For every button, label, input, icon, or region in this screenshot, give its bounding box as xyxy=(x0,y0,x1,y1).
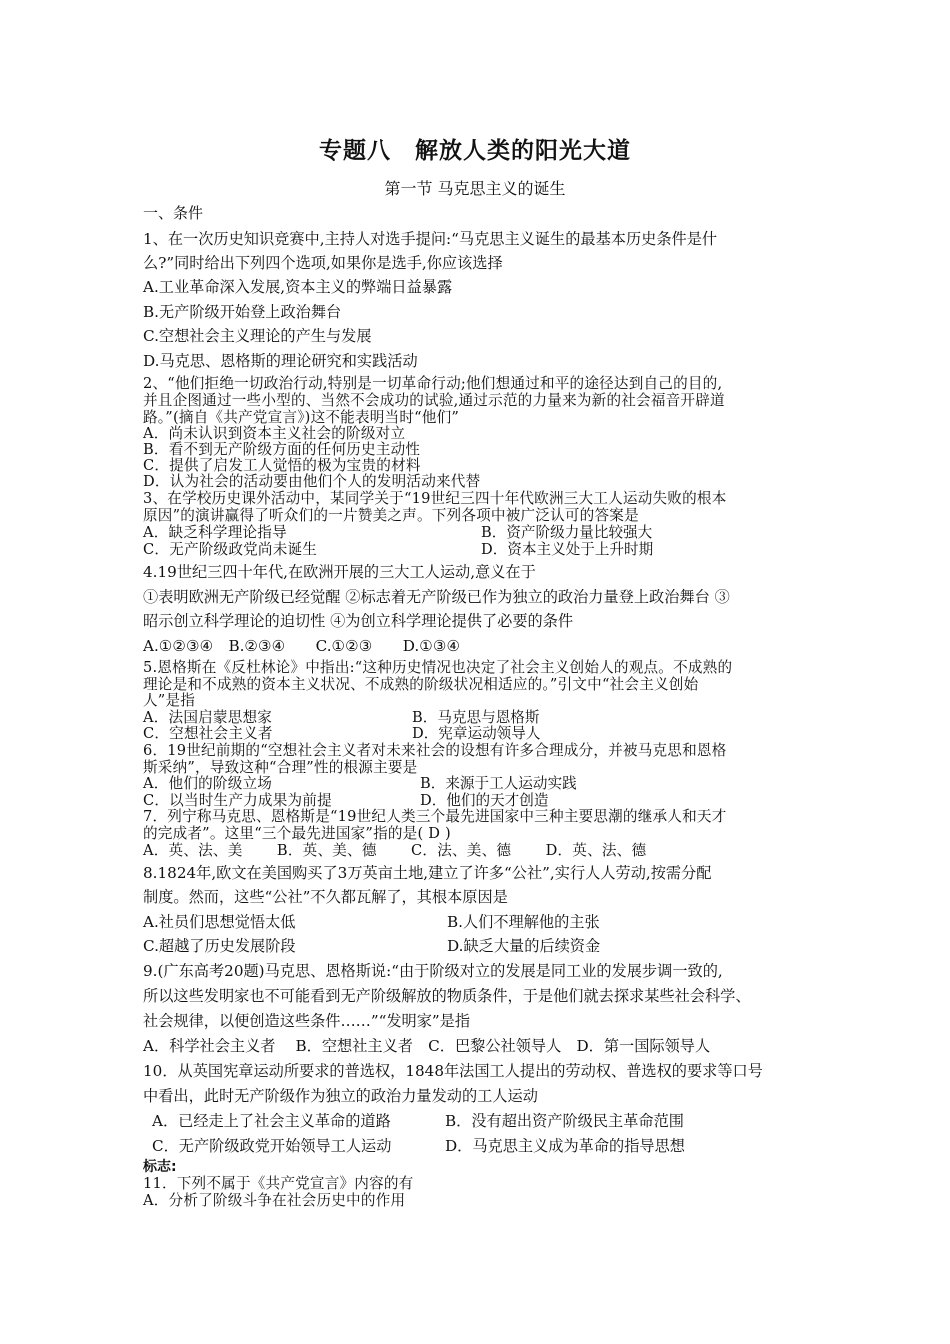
question-1-option-c: C.空想社会主义理论的产生与发展 xyxy=(143,327,372,345)
question-10-line-1: 10．从英国宪章运动所要求的普选权，1848年法国工人提出的劳动权、普选权的要求等口号 xyxy=(143,1062,763,1080)
question-9-line-1: 9.(广东高考20题)马克思、恩格斯说:“由于阶级对立的发展是同工业的发展步调一致的, xyxy=(143,962,723,980)
question-9-line-2: 所以这些发明家也不可能看到无产阶级解放的物质条件，于是他们就去探求某些社会科学、 xyxy=(143,987,751,1005)
question-3-line-1: 3、在学校历史课外活动中，某同学关于“19世纪三四十年代欧洲三大工人运动失败的根本 xyxy=(143,490,727,507)
question-5-line-3: 人”是指 xyxy=(143,692,196,709)
section-heading-conditions: 一、条件 xyxy=(143,204,204,222)
question-3-option-d: D．资本主义处于上升时期 xyxy=(481,541,654,558)
question-8-option-c: C.超越了历史发展阶段 xyxy=(143,937,296,955)
question-2-line-2: 并且企图通过一些小型的、当然不会成功的试验,通过示范的力量来为新的社会福音开辟道 xyxy=(143,392,725,409)
question-1-line-2: 么?”同时给出下列四个选项,如果你是选手,你应该选择 xyxy=(143,254,503,272)
question-7-line-1: 7．列宁称马克思、恩格斯是“19世纪人类三个最先进国家中三种主要思潮的继承人和天才 xyxy=(143,808,727,825)
question-10-option-c: C．无产阶级政党开始领导工人运动 xyxy=(152,1137,392,1155)
question-11-option-a: A．分析了阶级斗争在社会历史中的作用 xyxy=(143,1192,406,1209)
question-2-option-b: B．看不到无产阶级方面的任何历史主动性 xyxy=(143,441,421,458)
question-1-option-a: A.工业革命深入发展,资本主义的弊端日益暴露 xyxy=(143,278,453,296)
question-6-line-2: 斯采纳”，导致这种“合理”性的根源主要是 xyxy=(143,759,418,776)
section-heading-sign: 标志: xyxy=(143,1159,177,1175)
question-5-option-b: B．马克思与恩格斯 xyxy=(412,709,540,726)
question-3-option-a: A．缺乏科学理论指导 xyxy=(143,524,287,541)
question-8-option-b: B.人们不理解他的主张 xyxy=(447,913,600,931)
question-2-line-3: 路。”(摘自《共产党宣言》)这不能表明当时“他们” xyxy=(143,409,460,426)
question-5-option-a: A．法国启蒙思想家 xyxy=(143,709,273,726)
question-1-option-b: B.无产阶级开始登上政治舞台 xyxy=(143,303,342,321)
page-title: 专题八 解放人类的阳光大道 xyxy=(319,138,631,164)
section-subtitle: 第一节 马克思主义的诞生 xyxy=(384,179,566,198)
question-10-option-b: B．没有超出资产阶级民主革命范围 xyxy=(445,1112,684,1130)
question-8-line-2: 制度。然而，这些“公社”不久都瓦解了，其根本原因是 xyxy=(143,888,508,906)
question-6-option-b: B．来源于工人运动实践 xyxy=(420,775,577,792)
question-8-option-a: A.社员们思想觉悟太低 xyxy=(143,913,296,931)
question-4-line-3: 昭示创立科学理论的迫切性 ④为创立科学理论提供了必要的条件 xyxy=(143,612,574,630)
question-7-line-2: 的完成者”。这里“三个最先进国家”指的是( D ) xyxy=(143,825,451,842)
question-11-line-1: 11．下列不属于《共产党宣言》内容的有 xyxy=(143,1175,414,1192)
question-2-option-a: A．尚未认识到资本主义社会的阶级对立 xyxy=(143,425,406,442)
question-2-option-c: C．提供了启发工人觉悟的极为宝贵的材料 xyxy=(143,457,421,474)
question-2-option-d: D．认为社会的活动要由他们个人的发明活动来代替 xyxy=(143,473,481,490)
question-4-line-2: ①表明欧洲无产阶级已经觉醒 ②标志着无产阶级已作为独立的政治力量登上政治舞台 ③ xyxy=(143,588,730,606)
question-6-option-d: D．他们的天才创造 xyxy=(420,792,549,809)
question-5-option-d: D．宪章运动领导人 xyxy=(412,725,541,742)
question-10-option-a: A．已经走上了社会主义革命的道路 xyxy=(152,1112,391,1130)
question-3-line-2: 原因”的演讲赢得了听众们的一片赞美之声。下列各项中被广泛认可的答案是 xyxy=(143,507,639,524)
question-5-line-2: 理论是和不成熟的资本主义状况、不成熟的阶级状况相适应的。”引文中“社会主义创始 xyxy=(143,676,699,693)
question-2-line-1: 2、“他们拒绝一切政治行动,特别是一切革命行动;他们想通过和平的途径达到自己的目的, xyxy=(143,375,723,392)
question-10-line-2: 中看出，此时无产阶级作为独立的政治力量发动的工人运动 xyxy=(143,1087,538,1105)
question-6-line-1: 6．19世纪前期的“空想社会主义者对未来社会的设想有许多合理成分，并被马克思和恩格 xyxy=(143,742,727,759)
question-8-line-1: 8.1824年,欧文在美国购买了3万英亩土地,建立了许多“公社”,实行人人劳动,按需分配 xyxy=(143,864,712,882)
question-9-options: A．科学社会主义者 B．空想社主义者 C．巴黎公社领导人 D．第一国际领导人 xyxy=(143,1037,711,1055)
question-9-line-3: 社会规律，以便创造这些条件……”“发明家”是指 xyxy=(143,1012,471,1030)
question-5-option-c: C．空想社会主义者 xyxy=(143,725,273,742)
question-6-option-a: A．他们的阶级立场 xyxy=(143,775,273,792)
question-5-line-1: 5.恩格斯在《反杜林论》中指出:“这种历史情况也决定了社会主义创始人的观点。不成熟的 xyxy=(143,659,733,676)
question-3-option-b: B．资产阶级力量比较强大 xyxy=(481,524,653,541)
question-3-option-c: C．无产阶级政党尚未诞生 xyxy=(143,541,318,558)
question-6-option-c: C．以当时生产力成果为前提 xyxy=(143,792,332,809)
question-7-options: A．英、法、美 B．英、美、德 C．法、美、德 D．英、法、德 xyxy=(143,842,647,859)
question-4-options: A.①②③④ B.②③④ C.①②③ D.①③④ xyxy=(143,637,461,655)
question-1-line-1: 1、在一次历史知识竞赛中,主持人对选手提问:“马克思主义诞生的最基本历史条件是什 xyxy=(143,230,718,248)
question-4-line-1: 4.19世纪三四十年代,在欧洲开展的三大工人运动,意义在于 xyxy=(143,563,536,581)
question-8-option-d: D.缺乏大量的后续资金 xyxy=(447,937,601,955)
question-1-option-d: D.马克思、恩格斯的理论研究和实践活动 xyxy=(143,352,418,370)
question-10-option-d: D．马克思主义成为革命的指导思想 xyxy=(445,1137,685,1155)
